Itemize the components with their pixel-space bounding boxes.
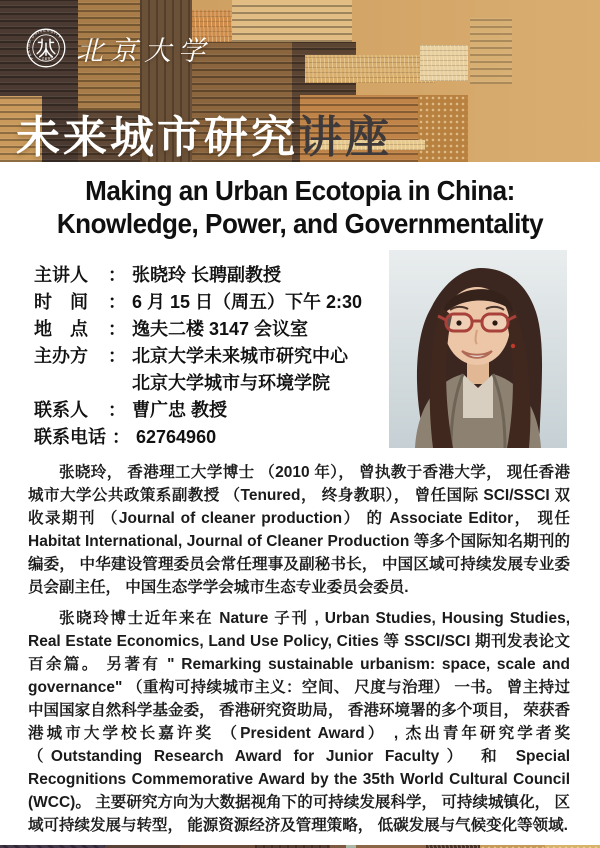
info-value: 逸夫二楼 3147 会议室 [132,319,309,339]
info-label: 主讲人 [34,265,88,285]
info-label: 联系人 [34,400,88,420]
speaker-bio [28,461,570,837]
speaker-photo [389,250,567,448]
info-value: 62764960 [136,427,217,447]
info-label: 主办方 [34,346,88,366]
lecture-title-line2: Knowledge, Power, and Governmentality [56,208,544,239]
info-label: 时 间 [34,292,88,312]
poster-content [0,162,600,845]
info-row-host [34,343,389,370]
lecture-title [21,174,579,240]
info-colon: ： [108,346,126,366]
university-name: 北京大学 [76,35,212,66]
info-value-host-line2: 北京大学城市与环境学院 [132,373,330,393]
lecture-title-line1: Making an Urban Ecotopia in China: [85,175,515,206]
info-colon: ： [108,400,126,420]
seal-monogram [37,39,55,57]
info-value: 6 月 15 日（周五）下午 2:30 [132,292,363,312]
series-title-secondary: 讲座 [298,113,392,162]
series-title-primary: 未来城市研究 [16,113,298,162]
bio-paragraph-1: 张晓玲， 香港理工大学博士 （2010 年）， 曾执教于香港大学， 现任香港城市大学公共政策系副教授 （Tenured， 终身教职）， 曾任国际 SCI/SSCI 双收录期刊 （Journal of cleaner production） 的 Associate Editor， 现任 Habitat International, Journal of Cleaner Production 等多个国际知名期刊的编委， 中华建设管理委员会常任理事及副秘书长， 中国区域可持续发展专业委员会副主任， 中国生态学学会城市生态专业委员会委员. [28,464,571,596]
seal-year-text: 1898 [41,54,55,62]
info-row-time [34,289,389,316]
info-colon: ： [108,292,126,312]
speaker-portrait-image [389,250,567,448]
info-colon: ： [112,427,130,447]
info-label: 联系电话 [34,427,106,447]
bio-paragraph-2: 张晓玲博士近年来在 Nature 子刊 , Urban Studies, Housing Studies, Real Estate Economics, Land Use Policy, Cities 等 SSCI/SCI 期刊发表论文百余篇。 另著有 " Remarking sustainable urbanism: space, scale and governance" （重构可持续城市主义：空间、 尺度与治理） 一书。 曾主持过中国国家自然科学基金委， 香港研究资助局， 香港环境署的多个项目， 荣获香港城市大学校长嘉许奖 （President Award） , 杰出青年研究学者奖 （Outstanding Research Award for Junior Faculty） 和 Special Recognitions Commemorative Award by the 35th World Cultural Council (WCC)。 主要研究方向为大数据视角下的可持续发展科学， 可持续城镇化， 区域可持续发展与转型， 能源资源经济及管理策略， 低碳发展与气候变化等领域. [28,610,570,834]
collage-block [418,95,468,162]
collage-block [420,45,468,81]
collage-block [305,55,435,83]
info-label: 地 点 [34,319,88,339]
info-value: 北京大学未来城市研究中心 [132,346,348,366]
info-value: 曹广忠 教授 [132,400,228,420]
info-colon: ： [108,265,126,285]
info-row-phone [34,424,389,451]
pku-seal-icon [26,28,66,68]
poster-header [0,0,600,162]
series-title [16,113,392,162]
seal-ring-text: PEKING UNIVERSITY [26,28,63,61]
info-row-contact [34,397,389,424]
lecture-info [0,250,389,451]
info-row-venue [34,316,389,343]
collage-block [232,0,352,42]
info-row-speaker [34,262,389,289]
info-colon: ： [108,319,126,339]
svg-text:1898 [41,54,54,61]
info-section [0,250,600,451]
collage-block [470,18,512,84]
info-value: 张晓玲 长聘副教授 [132,265,282,285]
pku-brand [26,28,212,68]
